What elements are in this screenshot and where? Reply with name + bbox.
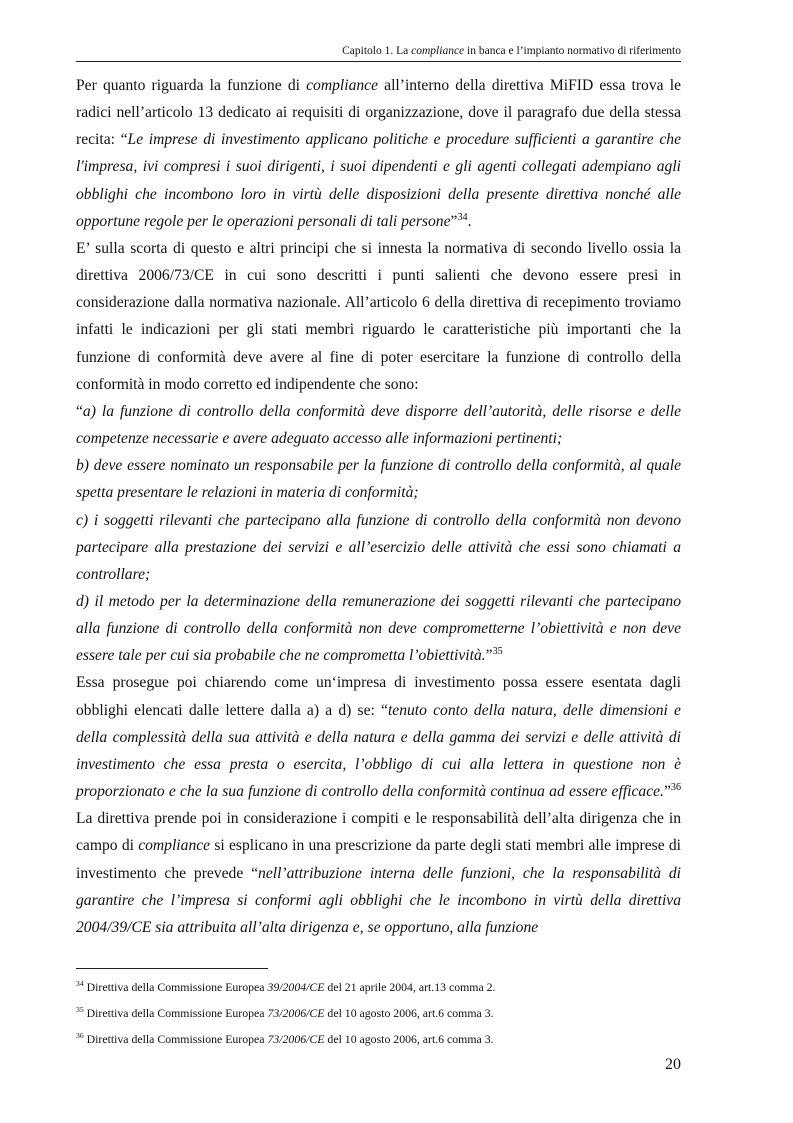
footnote-ref: 35 — [492, 646, 503, 658]
footnote-35 — [76, 1000, 681, 1026]
footnote-ref: 34 — [457, 211, 468, 223]
text-run: all’interno della direttiva MiFID essa trova le radici nell’articolo 13 dedicato ai requisiti di organizzazione, dove il paragrafo due della stessa recita: “ — [76, 77, 681, 149]
footnote-text: del 21 aprile 2004, art.13 comma 2. — [324, 980, 496, 994]
footnote-34 — [76, 974, 681, 1000]
footnote-italic: 73/2006/CE — [267, 1032, 325, 1046]
footnote-36 — [76, 1026, 681, 1052]
quote-italic: d) il metodo per la determinazione della remunerazione dei soggetti rilevanti che partecipano alla funzione di controllo della conformità non deve comprometterne l’obiettività e non deve essere tale per cui sia probabile che ne comprometta l’obiettività. — [76, 592, 681, 665]
footnote-text: Direttiva della Commissione Europea — [83, 1032, 268, 1046]
item-c — [76, 507, 681, 588]
running-header — [76, 44, 681, 58]
quote-italic: a) la funzione di controllo della conformità deve disporre dell’autorità, delle risorse e delle competenze necessarie e avere adeguato accesso alle informazioni pertinenti; — [76, 402, 681, 448]
footnote-number: 35 — [76, 1005, 84, 1015]
footnote-number: 34 — [76, 979, 84, 989]
text-run: Per quanto riguarda la funzione di — [76, 77, 307, 94]
text-run: “ — [76, 402, 83, 420]
footnotes — [76, 974, 681, 1052]
text-run: Essa prosegue poi chiarendo come un‘impresa di investimento possa essere esentata dagli obblighi elencati dalle lettere dalla a) a d) se: “ — [76, 674, 681, 719]
footnote-italic: 39/2004/CE — [267, 980, 325, 994]
item-a — [76, 398, 681, 452]
header-rule — [76, 61, 681, 62]
quote-italic: Le imprese di investimento applicano politiche e procedure sufficienti a garantire che l'impresa, ivi compresi i suoi dirigenti, i suoi dipendenti e gli agenti collegati adempiano agli obblighi che incombono loro in virtù delle disposizioni della presente direttiva nonché alle opportune regole per le operazioni personali di tali persone — [76, 131, 681, 230]
footnote-rule — [76, 968, 268, 969]
header-text-end: in banca e l’impianto normativo di riferimento — [464, 45, 681, 57]
footnote-text: Direttiva della Commissione Europea — [83, 980, 268, 994]
footnote-italic: 73/2006/CE — [267, 1006, 325, 1020]
quote-italic: c) i soggetti rilevanti che partecipano alla funzione di controllo della conformità non devono partecipare alla prestazione dei servizi e all’esercizio delle attività che essi sono chiamati a controllare; — [76, 511, 681, 583]
paragraph-2: E’ sulla scorta di questo e altri principi che si innesta la normativa di secondo livello ossia la direttiva 2006/73/CE in cui sono descritti i punti salienti che devono essere presi in considerazione dalla normativa nazionale. All’articolo 6 della direttiva di recepimento troviamo infatti le indicazioni per gli stati membri riguardo le caratteristiche più importanti che la funzione di conformità deve avere al fine di poter esercitare la funzione di controllo della conformità in modo corretto ed indipendente che sono: — [76, 239, 681, 393]
item-d — [76, 588, 681, 669]
quote-italic: b) deve essere nominato un responsabile per la funzione di controllo della conformità, al quale spetta presentare le relazioni in materia di conformità; — [76, 457, 681, 502]
header-text: Capitolo 1. La — [342, 45, 412, 57]
text-run: ” — [485, 647, 493, 665]
paragraph-1 — [76, 72, 681, 235]
quote-italic: nell’attribuzione interna delle funzioni, che la responsabilità di garantire che l’impresa si conformi agli obblighi che le incombono in virtù della direttiva 2004/39/CE sia attribuita all’alta dirigenza e, se opportuno, alla funzione — [76, 864, 681, 936]
text-run: ” — [450, 212, 458, 230]
footnote-text: Direttiva della Commissione Europea — [83, 1006, 268, 1020]
text-run: La direttiva prende poi in considerazione i compiti e le responsabilità dell’alta dirigenza che in campo di — [76, 810, 681, 855]
italic-run: compliance — [138, 837, 211, 855]
footnote-text: del 10 agosto 2006, art.6 comma 3. — [324, 1006, 494, 1020]
footnote-number: 36 — [76, 1031, 84, 1041]
text-run: si esplicano in una prescrizione da parte degli stati membri alle imprese di investimento che prevede “ — [76, 837, 682, 882]
quote-italic: tenuto conto della natura, delle dimensioni e della complessità della sua attività e della natura e della gamma dei servizi e delle attività di investimento che essa presta o esercita, l’obbligo di cui alla lettera in questione non è proporzionato e che la sua funzione di controllo della conformità continua ad essere efficace. — [76, 701, 681, 801]
italic-run: compliance — [306, 77, 379, 94]
footnote-text: del 10 agosto 2006, art.6 comma 3. — [324, 1032, 494, 1046]
paragraph-3 — [76, 669, 681, 941]
item-b — [76, 452, 681, 506]
main-text — [76, 72, 681, 941]
header-italic: compliance — [411, 45, 465, 57]
footnote-ref: 36 — [670, 781, 681, 793]
text-run: . — [467, 212, 472, 230]
page-number: 20 — [665, 1056, 681, 1073]
text-run: ” — [663, 783, 671, 801]
